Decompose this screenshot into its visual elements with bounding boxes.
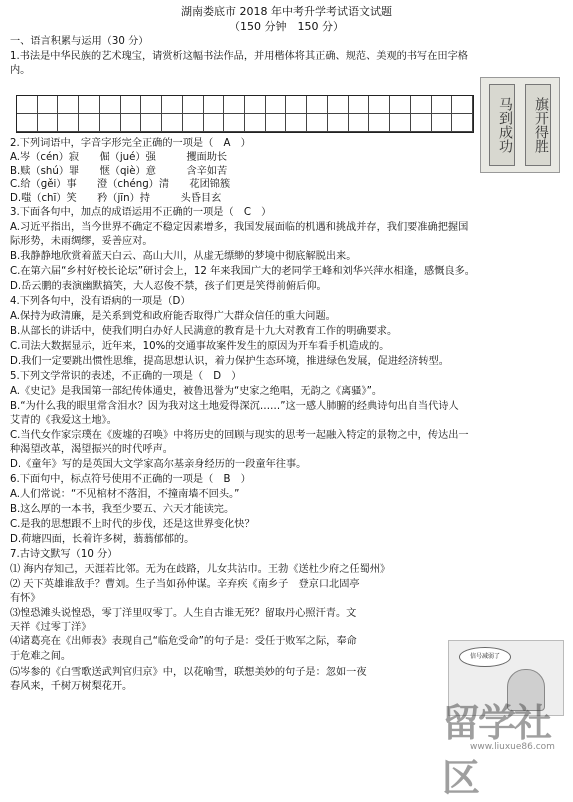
- grid-cell: [224, 96, 245, 114]
- grid-cell: [183, 114, 204, 132]
- text-line: C.在第六届“乡村好校长论坛”研讨会上，12 年来我国广大的老同学王峰和刘华兴萍水相逢，感慨良多。: [10, 266, 475, 277]
- grid-cell: [58, 96, 79, 114]
- grid-cell: [162, 96, 183, 114]
- grid-cell: [432, 96, 453, 114]
- grid-cell: [141, 114, 162, 132]
- grid-cell: [204, 96, 225, 114]
- grid-cell: [121, 114, 142, 132]
- grid-cell: [245, 96, 266, 114]
- text-line: 有怀》: [10, 593, 41, 604]
- grid-cell: [100, 96, 121, 114]
- grid-cell: [390, 96, 411, 114]
- grid-cell: [266, 96, 287, 114]
- grid-cell: [141, 96, 162, 114]
- text-line: D.岳云鹏的表演幽默搞笑，大人忍俊不禁，孩子们更是笑得前俯后仰。: [10, 281, 327, 292]
- grid-cell: [245, 114, 266, 132]
- text-line: A.人们常说：“不见棺材不落泪，不撞南墙不回头。”: [10, 489, 240, 500]
- grid-cell: [411, 114, 432, 132]
- grid-cell: [224, 114, 245, 132]
- text-line: 际形势，未雨绸缪，妥善应对。: [10, 236, 153, 247]
- text-line: 天祥《过零丁洋》: [10, 622, 92, 633]
- grid-cell: [328, 96, 349, 114]
- text-line: ⑵ 天下英雄谁敌手？曹刘。生子当如孙仲谋。辛弃疾《南乡子 登京口北固亭: [10, 579, 360, 590]
- text-line: B.赎（shú）罪 惬（qiè）意 含辛如苦: [10, 166, 228, 177]
- grid-cell: [369, 114, 390, 132]
- text-line: A.《史记》是我国第一部纪传体通史，被鲁迅誉为“史家之绝唱，无韵之《离骚》”。: [10, 386, 383, 397]
- text-line: 6.下面句中，标点符号使用不正确的一项是（ B ）: [10, 474, 251, 485]
- tianzi-grid: [16, 95, 474, 133]
- grid-cell: [38, 114, 59, 132]
- text-line: A.习近平指出，当今世界不确定不稳定因素增多，我国发展面临的机遇和挑战并存，我们要准确把握国: [10, 222, 469, 233]
- grid-cell: [100, 114, 121, 132]
- calligraphy-left-scroll: 马到成功: [489, 84, 515, 166]
- grid-cell: [183, 96, 204, 114]
- text-line: B.“为什么我的眼里常含泪水？因为我对这土地爱得深沉……”这一感人肺腑的经典诗句出自当代诗人: [10, 401, 459, 412]
- grid-cell: [432, 114, 453, 132]
- text-line: 种渴望改革，渴望振兴的时代呼声。: [10, 444, 173, 455]
- text-line: 7.古诗文默写（10 分）: [10, 549, 118, 560]
- grid-cell: [390, 114, 411, 132]
- section-heading: 一、语言积累与运用（30 分）: [10, 36, 149, 47]
- grid-cell: [349, 114, 370, 132]
- grid-cell: [79, 114, 100, 132]
- text-line: 艾青的《我爱这土地》。: [10, 415, 117, 426]
- exam-subtitle: （150 分钟 150 分）: [229, 20, 344, 33]
- calligraphy-artwork: [480, 77, 560, 173]
- text-line: 1.书法是中华民族的艺术瑰宝，请赏析这幅书法作品，并用楷体将其正确、规范、美观的书写在田字格: [10, 51, 468, 62]
- grid-cell: [121, 96, 142, 114]
- watermark-url: www.liuxue86.com: [470, 742, 555, 752]
- grid-cell: [79, 96, 100, 114]
- watermark-logo: [428, 690, 572, 800]
- grid-cell: [369, 96, 390, 114]
- text-line: 2.下列词语中，字音字形完全正确的一项是（ A ）: [10, 138, 251, 149]
- watermark-brand: 留学社区: [442, 701, 551, 800]
- text-line: D.《童年》写的是英国大文学家高尔基亲身经历的一段童年往事。: [10, 459, 307, 470]
- grid-cell: [349, 96, 370, 114]
- grid-cell: [162, 114, 183, 132]
- grid-cell: [58, 114, 79, 132]
- text-line: ⑴ 海内存知己，天涯若比邻。无为在歧路，儿女共沾巾。王勃《送杜少府之任蜀州》: [10, 564, 391, 575]
- grid-cell: [17, 114, 38, 132]
- text-line: D.荷塘四面，长着许多树，蓊蓊郁郁的。: [10, 534, 195, 545]
- text-line: B.这么厚的一本书，我至少要五、六天才能读完。: [10, 504, 235, 515]
- text-line: C.司法大数据显示，近年来，10%的交通事故案件发生的原因为开车看手机造成的。: [10, 341, 390, 352]
- grid-cell: [411, 96, 432, 114]
- grid-cell: [307, 114, 328, 132]
- text-line: C.给（ɡěi）事 澄（chénɡ）清 花团锦簇: [10, 179, 231, 190]
- text-line: ⑸岑参的《白雪歌送武判官归京》中，以花喻雪，联想美妙的句子是：忽如一夜: [10, 667, 367, 678]
- text-line: 春风来，千树万树梨花开。: [10, 681, 133, 692]
- text-line: C.是我的思想跟不上时代的步伐，还是这世界变化快？: [10, 519, 255, 530]
- grid-cell: [452, 114, 473, 132]
- calligraphy-right-scroll: 旗开得胜: [525, 84, 551, 166]
- text-line: B.我静静地欣赏着蓝天白云、高山大川，从虚无缥缈的梦境中彻底解脱出来。: [10, 251, 357, 262]
- text-line: 5.下列文学常识的表述，不正确的一项是（ D ）: [10, 371, 242, 382]
- grid-cell: [286, 96, 307, 114]
- grid-cell: [17, 96, 38, 114]
- grid-cell: [286, 114, 307, 132]
- text-line: ⑷诸葛亮在《出师表》表现自己“临危受命”的句子是：受任于败军之际，奉命: [10, 636, 357, 647]
- grid-cell: [328, 114, 349, 132]
- grid-cell: [38, 96, 59, 114]
- text-line: 4.下列各句中，没有语病的一项是（D）: [10, 296, 191, 307]
- exam-title: 湖南娄底市 2018 年中考升学考试语文试题: [181, 5, 392, 18]
- text-line: 3.下面各句中，加点的成语运用不正确的一项是（ C ）: [10, 207, 272, 218]
- text-line: D.嗤（chī）笑 矜（jīn）持 头昏目玄: [10, 193, 222, 204]
- text-line: A.岑（cén）寂 倔（jué）强 攫面助长: [10, 152, 228, 163]
- grid-cell: [204, 114, 225, 132]
- text-line: 内。: [10, 65, 31, 76]
- text-line: A.保持为政清廉，是关系到党和政府能否取得广大群众信任的重大问题。: [10, 311, 336, 322]
- grid-cell: [266, 114, 287, 132]
- text-line: ⑶惶恐滩头说惶恐，零丁洋里叹零丁。人生自古谁无死？留取丹心照汗青。文: [10, 608, 357, 619]
- speech-bubble: 信号减弱了: [459, 647, 511, 667]
- text-line: D.我们一定要跳出惯性思维，提高思想认识，着力保护生态环境，推进绿色发展，促进经济转型。: [10, 356, 449, 367]
- text-line: B.从部长的讲话中，使我们明白办好人民满意的教育是十九大对教育工作的明确要求。: [10, 326, 398, 337]
- text-line: C.当代女作家宗璞在《废墟的召唤》中将历史的回顾与现实的思考一起融入特定的景物之中，传达出一: [10, 430, 469, 441]
- grid-cell: [307, 96, 328, 114]
- text-line: 于危难之间。: [10, 651, 72, 662]
- grid-cell: [452, 96, 473, 114]
